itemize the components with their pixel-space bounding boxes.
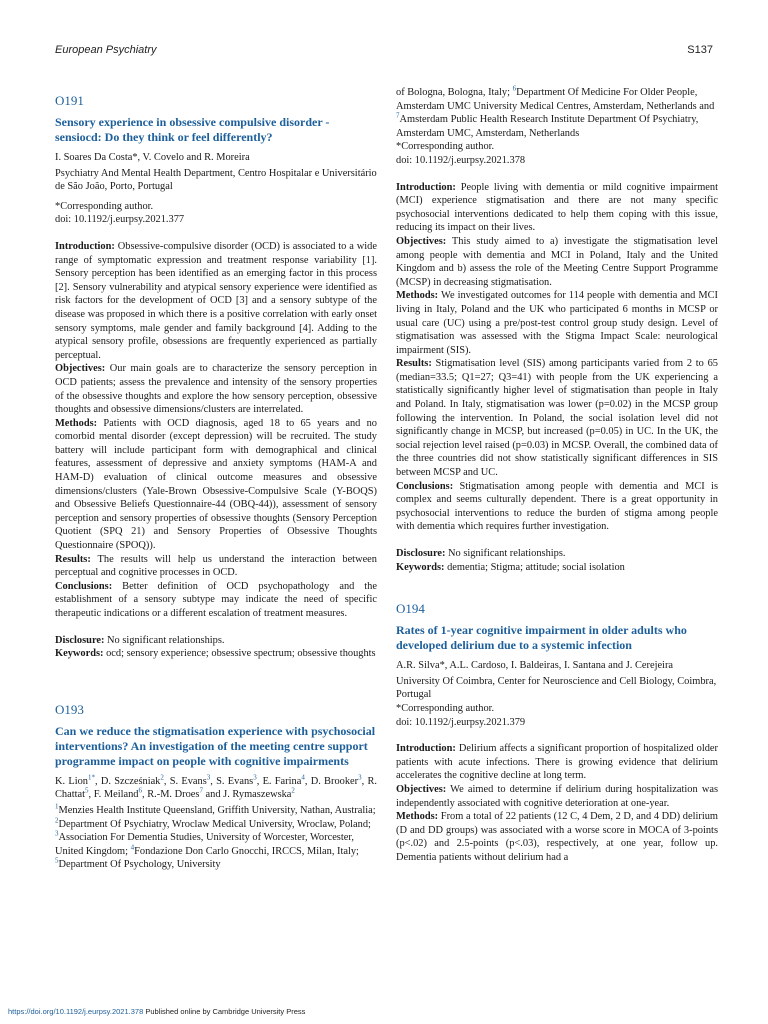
author: S. Evans xyxy=(216,775,254,787)
footer-text: Published online by Cambridge University Press xyxy=(143,1007,306,1016)
author-sup: 3 xyxy=(358,773,362,782)
author-sup: 1* xyxy=(88,773,95,782)
text-objectives: This study aimed to a) investigate the stigmatisation level among people with dementia and MCI in Poland, Italy and the United Kingdom and b) assess the role of the Meeting Centre Support Programme (MCSP) in decreasing stigmatisation. xyxy=(396,235,718,288)
article-title: Can we reduce the stigmatisation experience with psychosocial interventions? An investigation of the meeting centre support programme impact on people with cognitive impairments xyxy=(55,723,376,768)
article-authors xyxy=(55,151,377,165)
article-affiliation: University Of Coimbra, Center for Neuroscience and Cell Biology, Coimbra, Portugal xyxy=(396,675,717,701)
text-introduction: Obsessive-compulsive disorder (OCD) is associated to a wide range of symptomatic expression and treatment response variability [1]. Sensory perception has been identified as an emerging factor in this process [2]. Sensory vulnerability and atypical sensory experience were identified as risk factors for the development of OCD [3] and a sensory subtype of the disease was proposed in which there is a positive correlation with early onset sensory symptoms, male gender and family background [4]. Adding to the atypical sensory profile, obsessions are frequently experienced as partially perceptual. xyxy=(55,240,377,361)
text-keywords: dementia; Stigma; attitude; social isolation xyxy=(444,561,625,573)
article-affiliation: Psychiatry And Mental Health Department, Centro Hospitalar e Universitário de São João, Porto, Portugal xyxy=(55,167,377,193)
text-methods: Patients with OCD diagnosis, aged 18 to 65 years and no comorbid mental disorder (except depression) will be recruited. The study battery will include participant form with demographical and clinical features, assessment of depressive and anxiety symptoms (HAM-A and HAM-D) evaluation of clinical outcome measures and obsessive dimensions/clusters (Yale-Brown Obsessive-Compulsive Scale (Y-BOQS) and Obsessive Beliefs Questionnaire-44 (OBQ-44)), assessment of sensory perception and sensory properties of obsessive thoughts (Sensory Perception Quotient (SPQ 21) and Sensory Properties of Obsessive Thoughts Questionnaire (SPOQ)). xyxy=(55,417,377,552)
journal-name: European Psychiatry xyxy=(55,44,157,56)
text-introduction: Delirium affects a significant proportion of hospitalized older patients with acute infections. There is growing evidence that delirium accelerates the cognitive decline at long term. xyxy=(396,743,718,782)
author: R.-M. Droes xyxy=(147,789,200,801)
corresponding-author: *Corresponding author. xyxy=(55,200,154,212)
article-number: O191 xyxy=(55,93,84,108)
author: E. Farina xyxy=(262,775,302,787)
author: F. Meiland xyxy=(93,789,139,801)
article-o193-continued xyxy=(396,86,718,574)
text-objectives: Our main goals are to characterize the sensory perception in OCD patients; assess the prevalence and intensity of the sensory properties of the obsessive thoughts and explore the how sensory perception, obsessive thoughts and obsessive dimensions/clusters are interrelated. xyxy=(55,363,377,416)
aff-sup: 6 xyxy=(512,84,517,93)
label-introduction: Introduction: xyxy=(55,240,115,252)
section-keywords xyxy=(55,647,377,661)
corresponding-author: *Corresponding author. xyxy=(396,702,495,714)
affiliation: Fondazione Don Carlo Gnocchi, IRCCS, Milan, Italy; xyxy=(134,845,359,857)
section-results xyxy=(396,357,718,479)
text-disclosure: No significant relationships. xyxy=(445,548,566,559)
aff-sup: 3 xyxy=(55,829,59,838)
affiliation: Department Of Psychology, University xyxy=(58,859,221,871)
affiliation: Department Of Medicine For Older People, Amsterdam UMC University Medical Centres, Amsterdam, Netherlands and xyxy=(396,87,715,112)
article-affiliations xyxy=(55,804,377,872)
author-sup: 5 xyxy=(85,786,89,795)
section-objectives xyxy=(396,783,718,810)
article-o193 xyxy=(55,702,377,872)
section-methods xyxy=(396,810,718,864)
label-conclusions: Conclusions: xyxy=(396,480,454,492)
aff-sup: 2 xyxy=(55,816,59,825)
text-objectives: We aimed to determine if delirium during hospitalization was independently associated with cognitive deterioration at one-year. xyxy=(396,783,718,809)
author-sup: 2 xyxy=(160,773,164,782)
aff-sup: 5 xyxy=(55,856,59,865)
author: D. Szcześniak xyxy=(100,775,161,787)
text-methods: From a total of 22 patients (12 C, 4 Dem, 2 D, and 4 DD) delirium (D and DD groups) was associated with a worse score in MOCA of 3-points (p<.02) and 2.5-points (p<.03), respectively, at one year, follow up. Dementia patients without delirium had a xyxy=(396,811,718,863)
affiliation: Menzies Health Institute Queensland, Griffith University, Nathan, Australia; xyxy=(58,804,376,816)
author-sup: 3 xyxy=(253,773,257,782)
label-disclosure: Disclosure: xyxy=(396,548,446,559)
authors-text: A.R. Silva*, A.L. Cardoso, I. Baldeiras, I. Santana and J. Cerejeira xyxy=(396,660,674,672)
section-keywords xyxy=(396,561,718,575)
article-title: Rates of 1-year cognitive impairment in older adults who developed delirium due to a systemic infection xyxy=(396,623,687,653)
label-results: Results: xyxy=(55,553,91,565)
article-o191 xyxy=(55,93,377,661)
aff-sup: 1 xyxy=(55,802,59,811)
aff-sup: 4 xyxy=(130,843,135,852)
page-number: S137 xyxy=(687,44,713,56)
section-objectives xyxy=(55,362,377,416)
label-conclusions: Conclusions: xyxy=(55,580,113,592)
text-introduction: People living with dementia or mild cognitive impairment (MCI) experience stigmatisation and there are not many specific psychosocial interventions dedicated to help them coping with this issue, reducing its impact on their lives. xyxy=(396,181,718,234)
article-o194 xyxy=(396,601,718,864)
article-title: Sensory experience in obsessive compulsive disorder - sensiocd: Do they think or feel differently? xyxy=(55,115,330,144)
article-doi: doi: 10.1192/j.eurpsy.2021.377 xyxy=(55,214,185,226)
label-objectives: Objectives: xyxy=(396,783,447,795)
label-objectives: Objectives: xyxy=(55,363,106,375)
author: R. Chattat xyxy=(55,775,377,801)
label-keywords: Keywords: xyxy=(396,561,445,573)
section-introduction xyxy=(55,240,377,362)
article-authors xyxy=(396,659,718,673)
label-introduction: Introduction: xyxy=(396,743,456,755)
author: J. Rymaszewska xyxy=(223,789,292,801)
text-conclusions: Stigmatisation among people with dementia and MCI is complex and seems culturally dependent. There is a great opportunity in psychosocial interventions to reduce the burden of stigma among people with dementia which requires further investigation. xyxy=(396,480,718,533)
author-sup: 2 xyxy=(291,786,295,795)
section-conclusions xyxy=(55,580,377,621)
authors-text: I. Soares Da Costa*, V. Covelo and R. Moreira xyxy=(55,152,250,163)
section-methods xyxy=(55,417,377,553)
right-column xyxy=(396,86,718,865)
affiliation: of Bologna, Bologna, Italy; xyxy=(396,87,513,98)
text-keywords: ocd; sensory experience; obsessive spectrum; obsessive thoughts xyxy=(103,648,376,660)
article-doi: doi: 10.1192/j.eurpsy.2021.379 xyxy=(396,716,526,728)
section-objectives xyxy=(396,235,718,289)
article-number: O194 xyxy=(396,601,425,617)
text-disclosure: No significant relationships. xyxy=(104,634,225,646)
label-keywords: Keywords: xyxy=(55,648,104,660)
author-sup: 4 xyxy=(301,773,305,782)
affiliation: Department Of Psychiatry, Wroclaw Medical University, Wroclaw, Poland; xyxy=(58,818,371,830)
label-methods: Methods: xyxy=(55,417,98,429)
article-affiliations-continued xyxy=(396,86,718,140)
affiliation: Association For Dementia Studies, University of Worcester, Worcester, United Kingdom; xyxy=(55,832,354,857)
label-methods: Methods: xyxy=(396,811,439,823)
text-results: The results will help us understand the interaction between perceptual and cognitive processes in OCD. xyxy=(55,553,377,579)
section-disclosure xyxy=(396,547,718,561)
section-introduction xyxy=(396,181,718,235)
label-objectives: Objectives: xyxy=(396,235,447,247)
label-introduction: Introduction: xyxy=(396,181,456,193)
article-authors: K. Lion$^{1*}$, D. Szcześniak$^2$, S. Evans$^3$, S. Evans$^3$, E. Farina$^4$, D. Brooker$^3$, R. Chattat$^5$, F. Meiland$^6$, R.-M. Droes$^7$ and J. Rymaszewska$^2$ xyxy=(55,773,377,801)
affiliation: Amsterdam Public Health Research Institute Department Of Psychiatry, Amsterdam UMC, Amsterdam, Netherlands xyxy=(396,114,699,139)
section-conclusions xyxy=(396,480,718,534)
text-methods: We investigated outcomes for 114 people with dementia and MCI living in Italy, Poland and the UK who participated 6 months in MCSP or usual care (UC) using a pre/post-test control group study design. Level of stigmatisation was assessed with the Stigma Impact Scale: neurological impairment (SIS). xyxy=(396,290,718,356)
author-sup: 3 xyxy=(206,773,211,782)
left-column xyxy=(55,86,377,872)
author: D. Brooker xyxy=(310,775,359,787)
text-conclusions: Better definition of OCD psychopathology and the establishment of a sensory subtype may indicate the need of specific therapeutic indications or a different escalation of treatment measures. xyxy=(55,580,377,619)
author: S. Evans xyxy=(169,775,207,787)
label-results: Results: xyxy=(396,358,432,370)
page-footer xyxy=(8,1007,305,1016)
label-disclosure: Disclosure: xyxy=(55,634,105,646)
section-disclosure xyxy=(55,634,377,648)
section-results xyxy=(55,553,377,580)
text-results: Stigmatisation level (SIS) among participants varied from 2 to 65 (median=33.5; Q1=27; Q3=41) with people from the UK experiencing a statistically significantly higher level of stigmatisation than people in Italy and Poland. In Italy, stigmatisation was lower (p=0.02) in the MCSP group following the intervention. In Poland, the social isolation level did not significantly change in MCSP, but increased (p=0.05) in UC. In the UK, the social rejection level raised (p=0.03) in MCSP. Overall, the combined data of the three countries did not show statistically significant differences in SIS between MCSP and UC. xyxy=(396,358,718,479)
section-introduction xyxy=(396,742,718,783)
author-sup: 6 xyxy=(138,786,142,795)
section-methods xyxy=(396,289,718,357)
corresponding-author: *Corresponding author. xyxy=(396,141,495,153)
author-sup: 7 xyxy=(199,786,203,795)
aff-sup: 7 xyxy=(396,111,400,120)
article-number: O193 xyxy=(55,701,84,717)
article-doi: doi: 10.1192/j.eurpsy.2021.378 xyxy=(396,154,526,166)
label-methods: Methods: xyxy=(396,290,439,302)
author: K. Lion xyxy=(55,775,88,787)
doi-link[interactable]: https://doi.org/10.1192/j.eurpsy.2021.378 xyxy=(8,1007,144,1016)
